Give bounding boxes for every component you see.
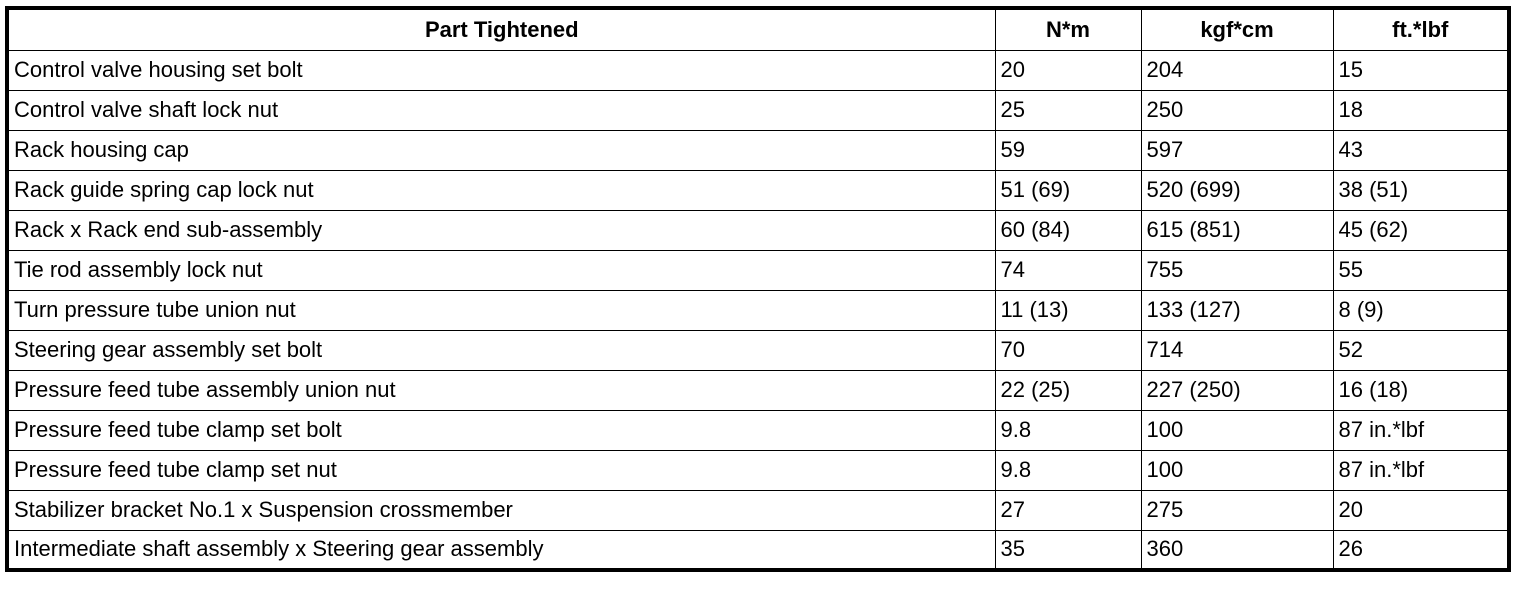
cell-part: Stabilizer bracket No.1 x Suspension crossmember [7,490,995,530]
header-nm: N*m [995,8,1141,50]
cell-ft-lbf: 87 in.*lbf [1333,410,1509,450]
table-row [7,50,1509,90]
cell-kgf-cm: 597 [1141,130,1333,170]
cell-nm: 9.8 [995,410,1141,450]
table-row [7,490,1509,530]
cell-kgf-cm: 227 (250) [1141,370,1333,410]
cell-part: Intermediate shaft assembly x Steering gear assembly [7,530,995,570]
cell-part: Pressure feed tube clamp set bolt [7,410,995,450]
table-row [7,250,1509,290]
header-kgf-cm: kgf*cm [1141,8,1333,50]
cell-part: Pressure feed tube assembly union nut [7,370,995,410]
table-row [7,130,1509,170]
cell-part: Control valve shaft lock nut [7,90,995,130]
cell-ft-lbf: 20 [1333,490,1509,530]
cell-kgf-cm: 100 [1141,410,1333,450]
cell-kgf-cm: 520 (699) [1141,170,1333,210]
table-row [7,450,1509,490]
cell-kgf-cm: 275 [1141,490,1333,530]
cell-ft-lbf: 18 [1333,90,1509,130]
cell-nm: 35 [995,530,1141,570]
table-body [7,50,1509,570]
cell-kgf-cm: 360 [1141,530,1333,570]
cell-ft-lbf: 38 (51) [1333,170,1509,210]
cell-kgf-cm: 714 [1141,330,1333,370]
cell-kgf-cm: 250 [1141,90,1333,130]
header-part-tightened: Part Tightened [7,8,995,50]
cell-ft-lbf: 16 (18) [1333,370,1509,410]
cell-part: Rack x Rack end sub-assembly [7,210,995,250]
cell-nm: 60 (84) [995,210,1141,250]
cell-part: Pressure feed tube clamp set nut [7,450,995,490]
table-row [7,370,1509,410]
cell-nm: 70 [995,330,1141,370]
cell-part: Tie rod assembly lock nut [7,250,995,290]
cell-ft-lbf: 8 (9) [1333,290,1509,330]
cell-kgf-cm: 100 [1141,450,1333,490]
cell-ft-lbf: 43 [1333,130,1509,170]
cell-nm: 27 [995,490,1141,530]
table-row [7,410,1509,450]
table-row [7,330,1509,370]
table-row [7,290,1509,330]
cell-part: Turn pressure tube union nut [7,290,995,330]
cell-nm: 9.8 [995,450,1141,490]
table-header [7,8,1509,50]
cell-ft-lbf: 26 [1333,530,1509,570]
table-row [7,170,1509,210]
cell-nm: 51 (69) [995,170,1141,210]
cell-ft-lbf: 87 in.*lbf [1333,450,1509,490]
cell-kgf-cm: 615 (851) [1141,210,1333,250]
table-row [7,210,1509,250]
torque-specification-table [5,6,1511,572]
cell-nm: 25 [995,90,1141,130]
cell-nm: 74 [995,250,1141,290]
cell-nm: 20 [995,50,1141,90]
cell-nm: 11 (13) [995,290,1141,330]
cell-kgf-cm: 204 [1141,50,1333,90]
cell-ft-lbf: 55 [1333,250,1509,290]
cell-part: Rack guide spring cap lock nut [7,170,995,210]
cell-nm: 59 [995,130,1141,170]
cell-kgf-cm: 755 [1141,250,1333,290]
cell-kgf-cm: 133 (127) [1141,290,1333,330]
header-ft-lbf: ft.*lbf [1333,8,1509,50]
cell-part: Rack housing cap [7,130,995,170]
cell-nm: 22 (25) [995,370,1141,410]
cell-ft-lbf: 45 (62) [1333,210,1509,250]
table-row [7,90,1509,130]
cell-part: Steering gear assembly set bolt [7,330,995,370]
cell-ft-lbf: 52 [1333,330,1509,370]
cell-part: Control valve housing set bolt [7,50,995,90]
header-row [7,8,1509,50]
table-row [7,530,1509,570]
cell-ft-lbf: 15 [1333,50,1509,90]
